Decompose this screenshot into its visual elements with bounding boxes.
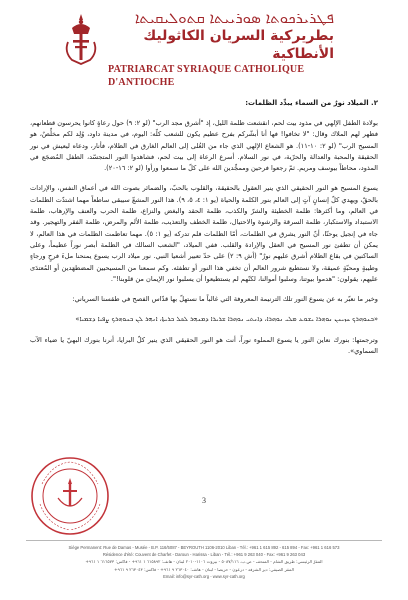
footer-address-fr: Siège Permanent: Rue de Damas - Musée - B.P. 116/5087 - BEYROUTH 1106-2010 Liban - Tél.: +961 1 615 892 - 615 894 - Fax: +961 1 616 573	[68, 545, 340, 550]
hymn-translation: وترجمتها: بنورك نعاين النور يا يسوع المملوء نوراً، أنت هو النور الحقيقي الذي ينير كلّ البرايا، أنرنا بنورك البهيّ يا ضياء الآب السماوي».	[30, 335, 378, 356]
footer-summer-residence-fr: Résidence d'été: Couvent de Charfet - Daroun - Harissa - Liban - Tél.: +961 9 263 040 - Fax: +961 9 263 043	[102, 552, 306, 558]
letterhead-syriac-title: ܦܛܪܝܪܟܘܬܐ ܣܘܪܝܝܬܐ ܩܬܘܠܝܩܝܬܐ	[134, 9, 334, 27]
page-number: 3	[202, 496, 206, 505]
footer-summer-residence-ar: المقر الصيفي: دير الشرفة - درعون - حريصا - لبنان - هاتف: ٢٦٣٠٤٠ ٩ ٩٦١+ - فاكس: ٢٦٣٠٤٣ ٩ ٩٦١+	[114, 566, 294, 572]
paragraph-nativity-light: بولادة الطفل الإلهي في مذود بيت لحم، انقشعت ظلمة الليل، إذ "أشرق مجد الرب" (لو ٢: ٩) حول رعاةٍ كانوا يحرسون قطعانهم، فظهر لهم الملاك وقال: "لا تخافوا! فها أنا أبشّركم بفرح عظيم يكون للشعب كلّه: اليوم، في مدينة داود، وُلِد لكم مخلِّصٌ، هو المسيح الرب" (لو ٢: ١٠-١١). هو الشعاع الإلهي الذي جاء من العُلى إلى العالم الغارق في الظلام، فأنار، ودعاه ليعيش في نور الحقيقة والمحبة والعدالة والحرّية، في نور السلام. أسرع الرعاة إلى بيت لحم، فشاهدوا النور المتجسّد، الطفل المُضجَع في المذود، محاطاً بيوسف ومريم. ثمّ رجعوا فرحين وممجِّدين الله على كلّ ما سمعوا ورأوا (لو ٢: ١٦-٢٠).	[30, 119, 378, 173]
patriarchate-emblem-icon	[60, 12, 102, 66]
letterhead-footer	[26, 544, 382, 580]
footer-contact: Email: info@syr-cath.org - www.syr-cath.org	[163, 573, 245, 579]
paragraph-hymn-intro: وخير ما نعبّر به عن يسوع النور تلك الترنيمة المعروفة التي غالباً ما نستهلّ بها قدّاس الفصح في طقسنا السرياني:	[72, 295, 378, 304]
footer-address-ar: المقرّ الرئيسي: طريق الشام - المتحف - ص.ب. ٥٠٨٧/١١٦ - بيروت ١١٠٦-٢٠١٠ لبنان - هاتف: ٦١٥٨٩٢ ١ ٩٦١+ - فاكس: ٦١٦٥٧٣ ١ ٩٦١+	[85, 559, 323, 565]
syriac-hymn: «ܒܢܘܗܪܟ ܚܙܝܢܢ ܢܘܗܪܐ ܝܫܘܥ ܡܠܝ ܢܘܗܪܐ، ܕܐܢܬܝ ܢܘܗܪܐ ܫܪܝܪܐ ܕܡܢܗܪ ܠܟܠ ܒܪܝܬܐ، ܐܢܗܪ ܠܢ ܒܢܘܗܪܟ ܨܦܝܐ ܕܫܡܝܐ»	[75, 315, 378, 324]
letterhead-titles	[108, 10, 348, 89]
footer-divider	[26, 540, 382, 541]
section-heading: ٢. الميلاد نورٌ من السماء يبدِّد الظلمات:	[245, 99, 378, 107]
letter-body	[30, 98, 378, 366]
letterhead	[0, 9, 408, 88]
letterhead-french-title: PATRIARCAT SYRIAQUE CATHOLIQUE D'ANTIOCHE	[108, 64, 305, 88]
paragraph-true-light: يسوع المسيح هو النور الحقيقي الذي ينير العقول بالحقيقة، والقلوب بالحبّ، والضمائر بصوت الله في أعماق النفس، والإرادات بالحقّ، ويهدي كلّ إنسانٍ آتٍ إلى العالم بنور الكلمة والحياة (يو ١: ٤، ٥، ٩). هذا النور المشعّ سيبقى ساطعاً مهما اشتدّت الظلمات في العالم، وما أكثرها: ظلمة الخطيئة والشرّ والكذب، ظلمة الحقد والبغض والنزاع، ظلمة الحرب والعنف والإرهاب، ظلمة الاستبداد والاستكبار، ظلمة السرقة والرشوة والاحتيال، ظلمة الخطف والتعذيب، ظلمة الألم والمرض، ظلمة الفقر والتهجير. وقد جاء في إنجيل يوحنّا، أنّ النور يشرق في الظلمات، أمّا الظلمات فلم تدركه (يو ١: ٥). مهما تعاظمت الظلمات في هذا العالم، لا يمكن أن تطفئ نور المسيح في العقل والإرادة والقلب. ففي الميلاد، "الشعب السالك في الظلمة أبصر نوراً عظيماً، وعلى الساكنين في بقاع الظلام أشرق عليهم نورٌ" (أش ٩: ٢) على حدّ تعبير أشعيا النبي. نور ميلاد الرب يسوع يمنحنا ملءَ فرحٍ ورجاءٍ وطيبةٍ ومحبّةٍ عميقة، ولا نستطيع شرور العالم أن تخفي هذا النور أو تطفئه. وكم سمعنا من المسيحيين المضطهَدين أو المُعتدَى عليهم، يقولون: "هدموا بيوتنا، وسلبوا أموالنا، لكنّهم لم يستطيعوا أن يسلبوا نور الإيمان من قلوبنا!".	[30, 184, 379, 283]
letterhead-arabic-title: بطريركية السريان الكاثوليك الأنطاكية	[143, 28, 334, 62]
